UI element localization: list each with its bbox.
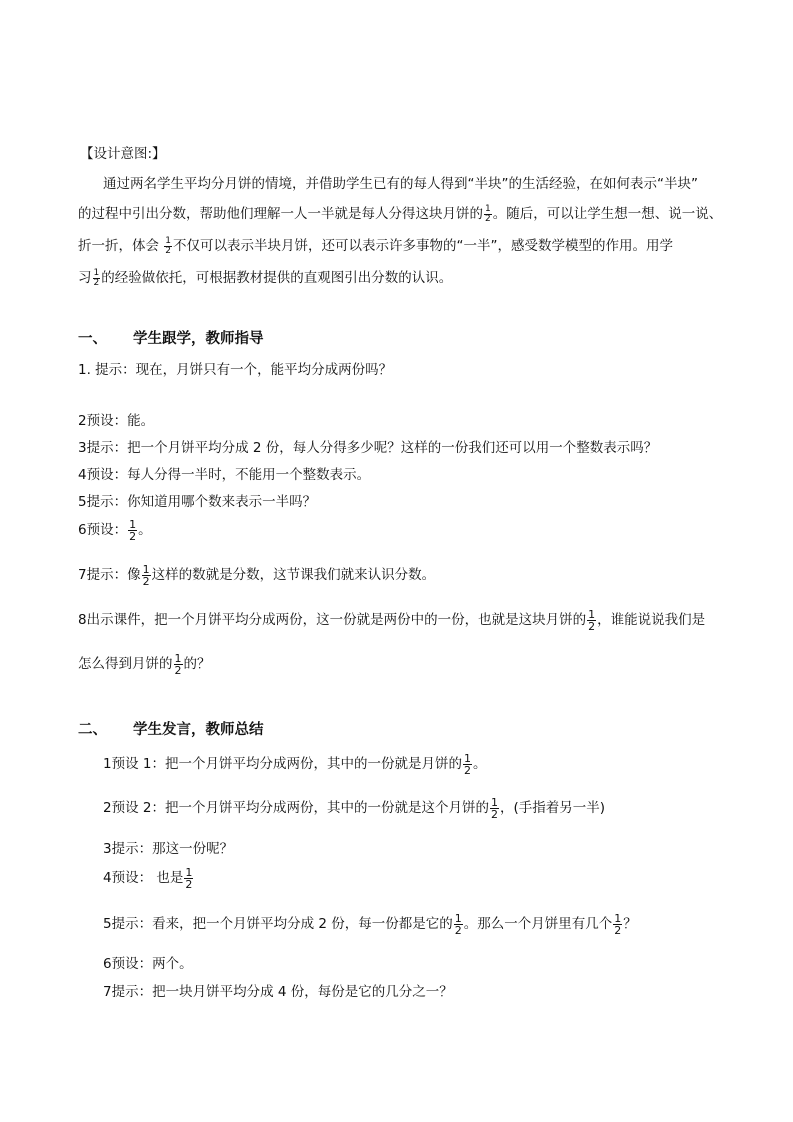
fraction-one-half [174, 653, 183, 676]
text: 6预设： [78, 522, 128, 538]
text: ，谁能说说我们是 [597, 612, 706, 628]
s2-item-5 [103, 912, 637, 936]
fraction-numerator: 1 [463, 751, 471, 765]
fraction-numerator: 1 [174, 651, 182, 665]
text: 2预设 2：把一个月饼平均分成两份，其中的一份就是这个月饼的 [103, 800, 489, 816]
s2-item-4 [103, 866, 194, 890]
fraction-numerator: 1 [165, 235, 172, 246]
s2-item-2 [103, 796, 605, 820]
fraction-denominator: 2 [174, 663, 182, 677]
s1-item-4: 4预设：每人分得一半时，不能用一个整数表示。 [78, 467, 371, 483]
fraction-denominator: 2 [185, 877, 193, 891]
s2-item-7: 7提示：把一块月饼平均分成 4 份，每份是它的几分之一？ [103, 984, 453, 1000]
fraction-one-half [142, 564, 151, 587]
fraction-numerator: 1 [588, 607, 596, 621]
text: 5提示：看来，把一个月饼平均分成 2 份，每一份都是它的 [103, 916, 453, 932]
section-1-number: 一、 [78, 331, 107, 347]
text: 不仅可以表示半块月饼，还可以表示许多事物的“一半”，感受数学模型的作用。用学 [173, 238, 674, 254]
text: 折一折，体会 [78, 238, 164, 254]
section-1-title: 学生跟学，教师指导 [133, 331, 264, 347]
fraction-one-half [463, 753, 472, 776]
text: 1预设 1：把一个月饼平均分成两份，其中的一份就是月饼的 [103, 756, 462, 772]
fraction-denominator: 2 [490, 807, 498, 821]
fraction-denominator: 2 [463, 763, 471, 777]
section-2-title: 学生发言，教师总结 [133, 722, 264, 738]
fraction-one-half [490, 797, 499, 820]
text: ，(手指着另一半) [499, 800, 606, 816]
s1-item-7 [78, 563, 435, 587]
intent-paragraph-line-2 [78, 202, 722, 224]
fraction-numerator: 1 [93, 267, 100, 278]
fraction-denominator: 2 [93, 277, 100, 288]
text: 。那么一个月饼里有几个 [463, 916, 613, 932]
intent-heading: 【设计意图:】 [80, 146, 166, 162]
section-2-number: 二、 [78, 722, 107, 738]
fraction-denominator: 2 [485, 213, 491, 224]
text: 。 [472, 756, 487, 772]
fraction-denominator: 2 [588, 619, 596, 633]
fraction-one-half [164, 237, 172, 256]
s1-item-8-line-1 [78, 608, 705, 632]
s1-item-1: 1. 提示：现在，月饼只有一个，能平均分成两份吗？ [78, 362, 393, 378]
section-1-heading [78, 327, 264, 348]
text: 。随后，可以让学生想一想、说一说、 [492, 206, 723, 222]
text: 的经验做依托，可根据教材提供的直观图引出分数的认识。 [101, 270, 453, 286]
fraction-one-half [484, 205, 492, 224]
text: ？ [623, 916, 637, 932]
fraction-denominator: 2 [454, 923, 462, 937]
fraction-denominator: 2 [614, 923, 622, 937]
text: 怎么得到月饼的 [78, 656, 173, 672]
fraction-denominator: 2 [142, 574, 150, 588]
fraction-one-half [454, 913, 463, 936]
fraction-denominator: 2 [129, 529, 137, 543]
s1-item-6 [78, 518, 152, 542]
fraction-one-half [93, 269, 101, 288]
s2-item-6: 6预设：两个。 [103, 956, 193, 972]
text: 。 [138, 522, 152, 538]
fraction-denominator: 2 [165, 245, 172, 256]
fraction-one-half [613, 913, 622, 936]
text: 8出示课件，把一个月饼平均分成两份，这一份就是两份中的一份，也就是这块月饼的 [78, 612, 587, 628]
s1-item-8-line-2 [78, 652, 211, 676]
intent-paragraph-line-3 [78, 234, 673, 256]
s2-item-3: 3提示：那这一份呢？ [103, 841, 234, 857]
section-2-heading [78, 718, 264, 739]
fraction-numerator: 1 [129, 517, 137, 531]
text: 的？ [183, 656, 211, 672]
text: 这样的数就是分数，这节课我们就来认识分数。 [151, 567, 436, 583]
text: 习 [78, 270, 92, 286]
fraction-one-half [587, 609, 596, 632]
fraction-numerator: 1 [142, 562, 150, 576]
text: 的过程中引出分数，帮助他们理解一人一半就是每人分得这块月饼的 [78, 206, 483, 222]
intent-paragraph-line-1: 通过两名学生平均分月饼的情境，并借助学生已有的每人得到“半块”的生活经验，在如何表示“半块” [103, 176, 698, 192]
s1-item-3: 3提示：把一个月饼平均分成 2 份，每人分得多少呢？这样的一份我们还可以用一个整数表示吗？ [78, 440, 658, 456]
fraction-numerator: 1 [485, 203, 491, 214]
s1-item-2: 2预设：能。 [78, 413, 155, 429]
fraction-numerator: 1 [490, 795, 498, 809]
text: 7提示：像 [78, 567, 141, 583]
fraction-numerator: 1 [185, 865, 193, 879]
text: 4预设： 也是 [103, 870, 184, 886]
s2-item-1 [103, 752, 486, 776]
intent-paragraph-line-4 [78, 266, 452, 288]
fraction-numerator: 1 [454, 911, 462, 925]
fraction-one-half [184, 867, 193, 890]
s1-item-5: 5提示：你知道用哪个数来表示一半吗？ [78, 494, 317, 510]
fraction-numerator: 1 [614, 911, 622, 925]
fraction-one-half [128, 519, 137, 542]
